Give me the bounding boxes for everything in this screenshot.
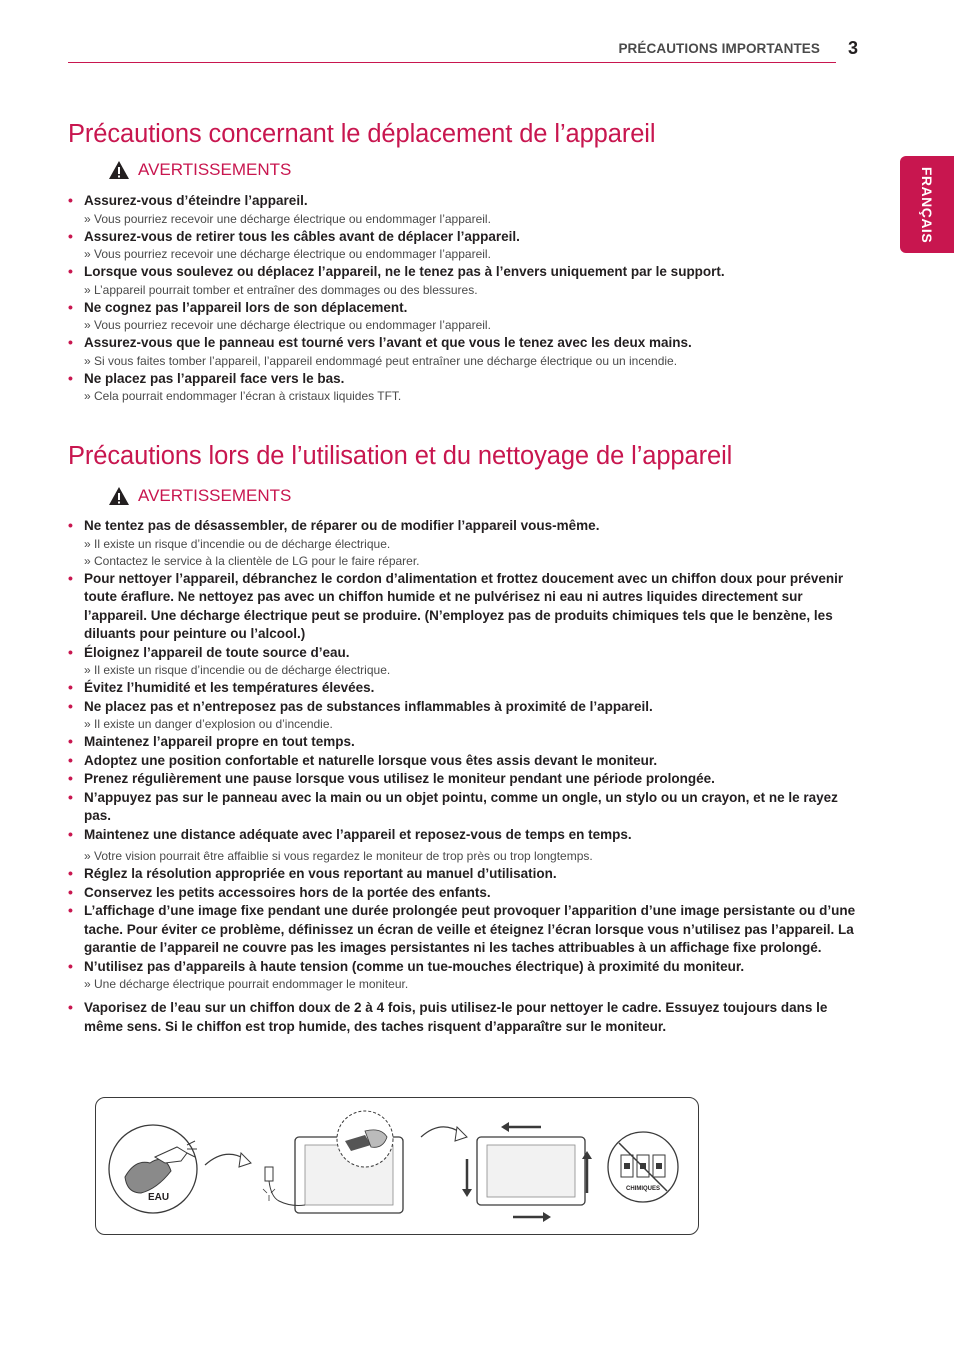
bullet-dot: •: [68, 733, 73, 749]
warning-item-text: Maintenez une distance adéquate avec l’appareil et reposez-vous de temps en temps.: [84, 826, 632, 842]
warning-item: [68, 789, 864, 826]
warning-item-text: Vaporisez de l’eau sur un chiffon doux de 2 à 4 fois, puis utilisez-le pour nettoyer le cadre. Essuyez toujours dans le même sens. Si le chiffon est trop humide, des taches risquent d’apparaître sur le moniteur.: [84, 1000, 828, 1034]
bullet-dot: •: [68, 751, 73, 768]
bullet-dot: •: [68, 883, 73, 900]
bullet-dot: •: [68, 334, 73, 350]
warning-item-text: Évitez l’humidité et les températures élevées.: [84, 680, 375, 695]
running-header: PRÉCAUTIONS IMPORTANTES: [618, 41, 820, 56]
cleaning-diagram: [95, 1097, 699, 1235]
warning-list-moving: [68, 192, 864, 405]
chemicals-label: CHIMIQUES: [626, 1186, 661, 1192]
warning-item-text: Ne placez pas l’appareil face vers le bas.: [84, 370, 345, 386]
warning-item: [68, 299, 864, 335]
warning-item-text: Ne placez pas et n’entreposez pas de substances inflammables à proximité de l’appareil.: [84, 698, 653, 714]
warning-item: [68, 192, 864, 228]
warning-label: AVERTISSEMENTS: [138, 486, 292, 505]
warning-item: [68, 644, 864, 680]
warning-item-note: » Contactez le service à la clientèle de LG pour le faire réparer.: [84, 553, 420, 568]
bullet-dot: •: [68, 788, 73, 805]
bullet-dot: •: [68, 770, 73, 786]
cleaning-illustration: [95, 1097, 699, 1235]
warning-item-note: » Si vous faites tomber l’appareil, l’appareil endommagé peut entraîner une décharge électrique ou un incendie.: [84, 353, 678, 368]
warning-item: [68, 902, 864, 958]
bullet-dot: •: [68, 865, 73, 881]
warning-item: [68, 570, 864, 644]
warning-item-note: » Il existe un risque d’incendie ou de décharge électrique.: [84, 663, 391, 677]
warning-item: [68, 370, 864, 406]
warning-item: [68, 826, 864, 866]
warning-item: [68, 698, 864, 734]
warning-item: [68, 752, 864, 771]
warning-item-text: Assurez-vous que le panneau est tourné vers l’avant et que vous le tenez avec les deux mains.: [84, 335, 692, 350]
bullet-dot: •: [68, 227, 73, 244]
bullet-dot: •: [68, 679, 73, 695]
warning-item-text: L’affichage d’une image fixe pendant une durée prolongée peut provoquer l’apparition d’une image persistante ou d’une tache. Pour éviter ce problème, définissez un écran de veille et éteignez l’écran lorsque vous n’utilisez pas l’appareil. La garantie de l’appareil ne couvre pas les images persistantes ni les taches attribuables à un affichage fixe prolongé.: [84, 903, 856, 955]
bullet-dot: •: [68, 643, 73, 660]
bullet-dot: •: [68, 999, 73, 1015]
warning-item: [68, 228, 864, 264]
warning-item-text: Ne tentez pas de désassembler, de réparer ou de modifier l’appareil vous-même.: [84, 518, 600, 533]
warning-item: [68, 733, 864, 752]
bullet-dot: •: [68, 369, 73, 386]
warning-item-text: N’utilisez pas d’appareils à haute tension (comme un tue-mouches électrique) à proximité du moniteur.: [84, 958, 745, 974]
warning-list-usage: [68, 517, 864, 1036]
warning-item-note: » Vous pourriez recevoir une décharge électrique ou endommager l’appareil.: [84, 318, 491, 332]
warning-item: [68, 865, 864, 884]
warning-item-text: Conservez les petits accessoires hors de la portée des enfants.: [84, 884, 491, 900]
warning-item: [68, 999, 864, 1036]
bullet-dot: •: [68, 263, 73, 279]
bullet-dot: •: [68, 957, 73, 974]
bullet-dot: •: [68, 192, 73, 208]
bullet-dot: •: [68, 825, 73, 842]
page-number: 3: [847, 38, 858, 58]
water-label: EAU: [148, 1192, 170, 1203]
warning-item: [68, 679, 864, 698]
warning-item-text: Prenez régulièrement une pause lorsque vous utilisez le moniteur pendant une période prolongée.: [84, 771, 715, 786]
language-tab-label: FRANÇAIS: [919, 166, 935, 243]
warning-item: [68, 263, 864, 299]
warning-item: [68, 770, 864, 789]
warning-item-note: » Il existe un danger d’explosion ou d’incendie.: [84, 717, 333, 731]
warning-item-note: » Il existe un risque d’incendie ou de décharge électrique.: [84, 536, 391, 551]
warning-item: [68, 884, 864, 903]
warning-item: [68, 517, 864, 570]
warning-triangle-icon: [108, 160, 130, 180]
section-title-usage: Précautions lors de l’utilisation et du nettoyage de l’appareil: [68, 442, 733, 470]
bullet-dot: •: [68, 697, 73, 714]
warning-label: AVERTISSEMENTS: [138, 160, 292, 179]
warning-item-note: » Une décharge électrique pourrait endommager le moniteur.: [84, 977, 409, 991]
warning-item-text: N’appuyez pas sur le panneau avec la main ou un objet pointu, comme un ongle, un stylo ou un crayon, et ne le rayez pas.: [84, 789, 838, 823]
header-rule: [68, 62, 836, 63]
warning-item-text: Lorsque vous soulevez ou déplacez l’appareil, ne le tenez pas à l’envers uniquement par le support.: [84, 264, 725, 279]
warning-heading: [108, 160, 291, 180]
warning-item-text: Pour nettoyer l’appareil, débranchez le cordon d’alimentation et frottez doucement avec un chiffon doux pour prévenir toute éraflure. Ne nettoyez pas avec un chiffon humide et ne pulvérisez ni eau ni autres liquides directement sur l’appareil. Une décharge électrique peut se produire. (N’employez pas de produits chimiques tels que le benzène, les diluants pour peinture ou l’alcool.): [84, 570, 844, 641]
warning-item: [68, 334, 864, 370]
warning-item-note: » Cela pourrait endommager l’écran à cristaux liquides TFT.: [84, 389, 402, 403]
bullet-dot: •: [68, 569, 73, 586]
warning-item: [68, 958, 864, 994]
warning-item-text: Maintenez l’appareil propre en tout temps.: [84, 734, 355, 749]
warning-item-text: Adoptez une position confortable et naturelle lorsque vous êtes assis devant le moniteur.: [84, 752, 658, 768]
warning-item-note: » Votre vision pourrait être affaiblie si vous regardez le moniteur de trop près ou trop longtemps.: [84, 849, 593, 863]
bullet-dot: •: [68, 517, 73, 533]
warning-triangle-icon: [108, 486, 130, 506]
bullet-dot: •: [68, 298, 73, 315]
bullet-dot: •: [68, 902, 73, 918]
section-title-moving: Précautions concernant le déplacement de l’appareil: [68, 120, 656, 148]
language-tab: [900, 156, 954, 253]
warning-heading: [108, 486, 291, 506]
warning-item-text: Ne cognez pas l’appareil lors de son déplacement.: [84, 299, 408, 315]
warning-item-text: Assurez-vous d’éteindre l’appareil.: [84, 193, 308, 208]
warning-item-note: » Vous pourriez recevoir une décharge électrique ou endommager l’appareil.: [84, 247, 491, 261]
warning-item-text: Éloignez l’appareil de toute source d’eau.: [84, 644, 350, 660]
warning-item-note: » Vous pourriez recevoir une décharge électrique ou endommager l’appareil.: [84, 211, 491, 226]
warning-item-note: » L’appareil pourrait tomber et entraîner des dommages ou des blessures.: [84, 282, 478, 297]
warning-item-text: Assurez-vous de retirer tous les câbles avant de déplacer l’appareil.: [84, 228, 520, 244]
warning-item-text: Réglez la résolution appropriée en vous reportant au manuel d’utilisation.: [84, 866, 557, 881]
